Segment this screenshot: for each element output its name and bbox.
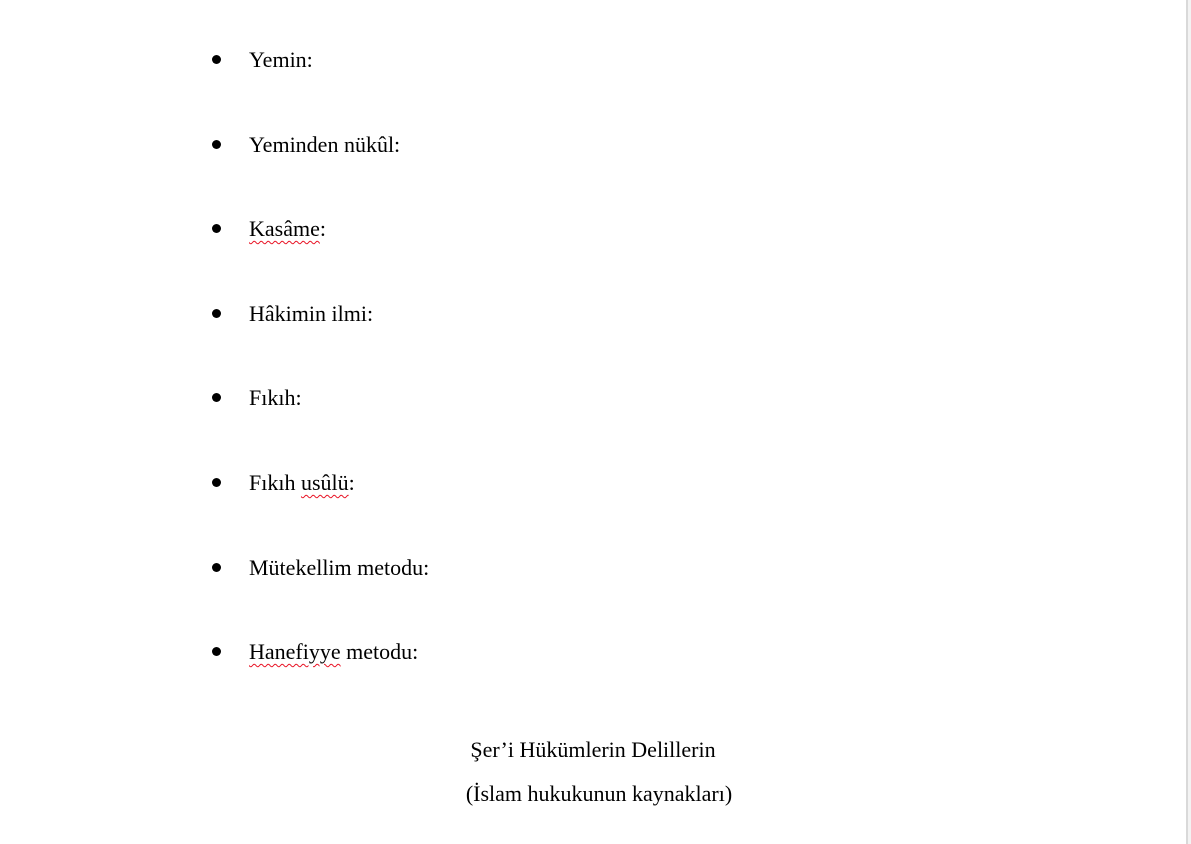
text-run: Fıkıh <box>249 470 301 495</box>
misspelled-word: Hanefiyye <box>249 639 341 664</box>
text-run: : <box>348 470 355 495</box>
misspelled-word: usûlü <box>300 470 349 495</box>
list-item <box>212 553 812 583</box>
list-item-text[interactable] <box>249 383 302 413</box>
list-item <box>212 45 812 75</box>
list-item-text[interactable] <box>249 45 313 75</box>
section-heading-line-2: (İslam hukukunun kaynakları) <box>465 781 733 806</box>
misspelled-word: Kasâme <box>249 216 320 241</box>
text-run: metodu: <box>340 639 419 664</box>
list-item <box>212 299 812 329</box>
list-item <box>212 637 812 667</box>
bullet-dot-icon <box>212 309 221 318</box>
text-run: Mütekellim metodu: <box>249 555 430 580</box>
bullet-dot-icon <box>212 55 221 64</box>
text-run: Yemin: <box>249 47 313 72</box>
list-item-text[interactable] <box>249 553 429 583</box>
text-run: Fıkıh: <box>249 385 302 410</box>
section-heading-line-1: Şer’i Hükümlerin Delillerin <box>470 737 716 762</box>
text-run: Yeminden nükûl: <box>249 132 401 157</box>
list-item <box>212 468 812 498</box>
bullet-dot-icon <box>212 647 221 656</box>
list-item-text[interactable] <box>249 130 400 160</box>
list-item-text[interactable] <box>249 299 373 329</box>
list-item-text[interactable] <box>249 468 355 498</box>
bullet-dot-icon <box>212 140 221 149</box>
list-item <box>212 214 812 244</box>
bullet-dot-icon <box>212 393 221 402</box>
bullet-dot-icon <box>212 224 221 233</box>
list-item <box>212 130 812 160</box>
bullet-dot-icon <box>212 563 221 572</box>
bullet-dot-icon <box>212 478 221 487</box>
text-run: Hâkimin ilmi: <box>249 301 374 326</box>
list-item-text[interactable] <box>249 214 326 244</box>
list-item <box>212 383 812 413</box>
text-run: : <box>319 216 326 241</box>
list-item-text[interactable] <box>249 637 418 667</box>
